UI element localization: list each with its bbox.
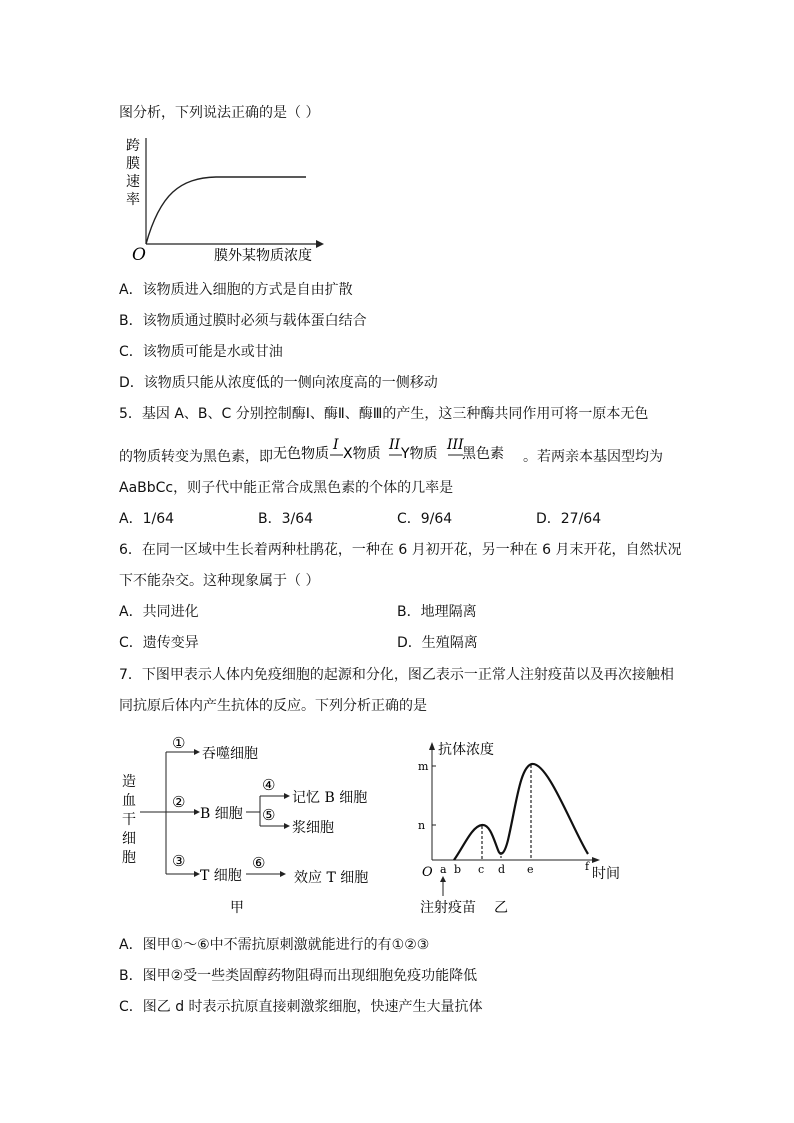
q4-option-b: B．该物质通过膜时必须与载体蛋白结合	[119, 313, 367, 329]
yi-xlabel: 时间	[592, 866, 620, 882]
jia-caption: 甲	[230, 900, 244, 916]
q4-graph-origin: O	[132, 245, 146, 264]
pathway-colorless: 无色物质	[273, 446, 329, 462]
q7-option-c: C．图乙 d 时表示抗原直接刺激浆细胞，快速产生大量抗体	[119, 999, 483, 1015]
jia-num-2: ②	[172, 793, 186, 811]
yi-tick-e: e	[527, 863, 534, 876]
q7-line1: 7．下图甲表示人体内免疫细胞的起源和分化，图乙表示一正常人注射疫苗以及再次接触相	[119, 667, 674, 683]
q6-option-a: A．共同进化	[119, 604, 199, 620]
q4-graph-ylabel-3: 速	[126, 174, 140, 190]
q4-stem: 图分析，下列说法正确的是（ ）	[119, 105, 320, 121]
jia-num-3: ③	[172, 852, 186, 870]
jia-num-1: ①	[172, 734, 186, 752]
yi-tick-b: b	[454, 863, 462, 876]
q6-line1: 6．在同一区域中生长着两种杜鹃花，一种在 6 月初开花，另一种在 6 月末开花，自然状况	[119, 542, 682, 558]
jia-source-3: 干	[122, 812, 136, 828]
q5-line2-prefix: 的物质转变为黑色素，即	[119, 449, 273, 465]
yi-curve	[454, 764, 588, 860]
yi-tick-a: a	[440, 863, 447, 876]
yi-tick-m: m	[418, 760, 429, 773]
pathway-enzyme-2: II	[389, 437, 401, 453]
q7-diagram-jia	[118, 732, 378, 916]
pathway-enzyme-3: III	[447, 437, 464, 453]
q4-option-d: D．该物质只能从浓度低的一侧向浓度高的一侧移动	[119, 375, 438, 391]
jia-memory-b: 记忆 B 细胞	[292, 790, 368, 806]
jia-effector-t: 效应 T 细胞	[294, 870, 369, 886]
q6-line2: 下不能杂交。这种现象属于（ ）	[119, 573, 320, 589]
yi-origin: O	[422, 865, 433, 880]
jia-source-5: 胞	[122, 850, 136, 866]
q7-graph-yi	[412, 736, 642, 916]
q5-option-d: D．27/64	[536, 511, 602, 527]
yi-tick-n: n	[418, 819, 426, 832]
q7-line2: 同抗原后体内产生抗体的反应。下列分析正确的是	[119, 698, 427, 714]
yi-caption: 乙	[494, 900, 508, 916]
jia-t-cell: T 细胞	[200, 868, 242, 884]
jia-plasma: 浆细胞	[292, 820, 334, 836]
yi-tick-f: f	[585, 860, 590, 873]
q4-graph-ylabel-2: 膜	[126, 156, 140, 172]
q5-line3: AaBbCc，则子代中能正常合成黑色素的个体的几率是	[119, 480, 454, 496]
q6-option-c: C．遗传变异	[119, 635, 199, 651]
jia-num-5: ⑤	[262, 806, 276, 824]
yi-ylabel: 抗体浓度	[438, 742, 494, 758]
jia-num-6: ⑥	[252, 854, 266, 872]
q5-option-c: C．9/64	[397, 511, 453, 527]
q4-graph	[120, 132, 330, 264]
q4-graph-curve	[146, 177, 306, 244]
q5-line2-suffix: 。若两亲本基因型均为	[523, 449, 663, 465]
q4-graph-x-arrow	[316, 240, 324, 248]
q4-graph-xlabel: 膜外某物质浓度	[214, 248, 312, 264]
q6-option-d: D．生殖隔离	[397, 635, 478, 651]
yi-tick-c: c	[478, 863, 485, 876]
q4-option-a: A．该物质进入细胞的方式是自由扩散	[119, 282, 353, 298]
jia-source-2: 血	[122, 793, 136, 809]
jia-num-4: ④	[262, 776, 276, 794]
pathway-x: X物质	[343, 446, 381, 462]
yi-tick-d: d	[498, 863, 506, 876]
q4-graph-ylabel-1: 跨	[126, 138, 140, 154]
jia-source-4: 细	[122, 831, 136, 847]
q7-option-a: A．图甲①～⑥中不需抗原刺激就能进行的有①②③	[119, 937, 430, 953]
q5-line1: 5．基因 A、B、C 分别控制酶Ⅰ、酶Ⅱ、酶Ⅲ的产生，这三种酶共同作用可将一原本无色	[119, 406, 649, 422]
jia-source-1: 造	[122, 774, 136, 790]
jia-phagocyte: 吞噬细胞	[202, 746, 258, 762]
yi-injection-label: 注射疫苗	[420, 900, 476, 916]
q5-option-b: B．3/64	[258, 511, 314, 527]
q6-option-b: B．地理隔离	[397, 604, 477, 620]
q5-option-a: A．1/64	[119, 511, 175, 527]
q5-pathway	[273, 436, 521, 468]
pathway-y: Y物质	[401, 446, 438, 462]
q7-option-b: B．图甲②受一些类固醇药物阻碍而出现细胞免疫功能降低	[119, 968, 478, 984]
pathway-enzyme-1: I	[333, 437, 339, 453]
pathway-melanin: 黑色素	[462, 446, 504, 462]
jia-b-cell: B 细胞	[200, 806, 243, 822]
q4-option-c: C．该物质可能是水或甘油	[119, 344, 283, 360]
q4-graph-ylabel-4: 率	[126, 192, 140, 208]
